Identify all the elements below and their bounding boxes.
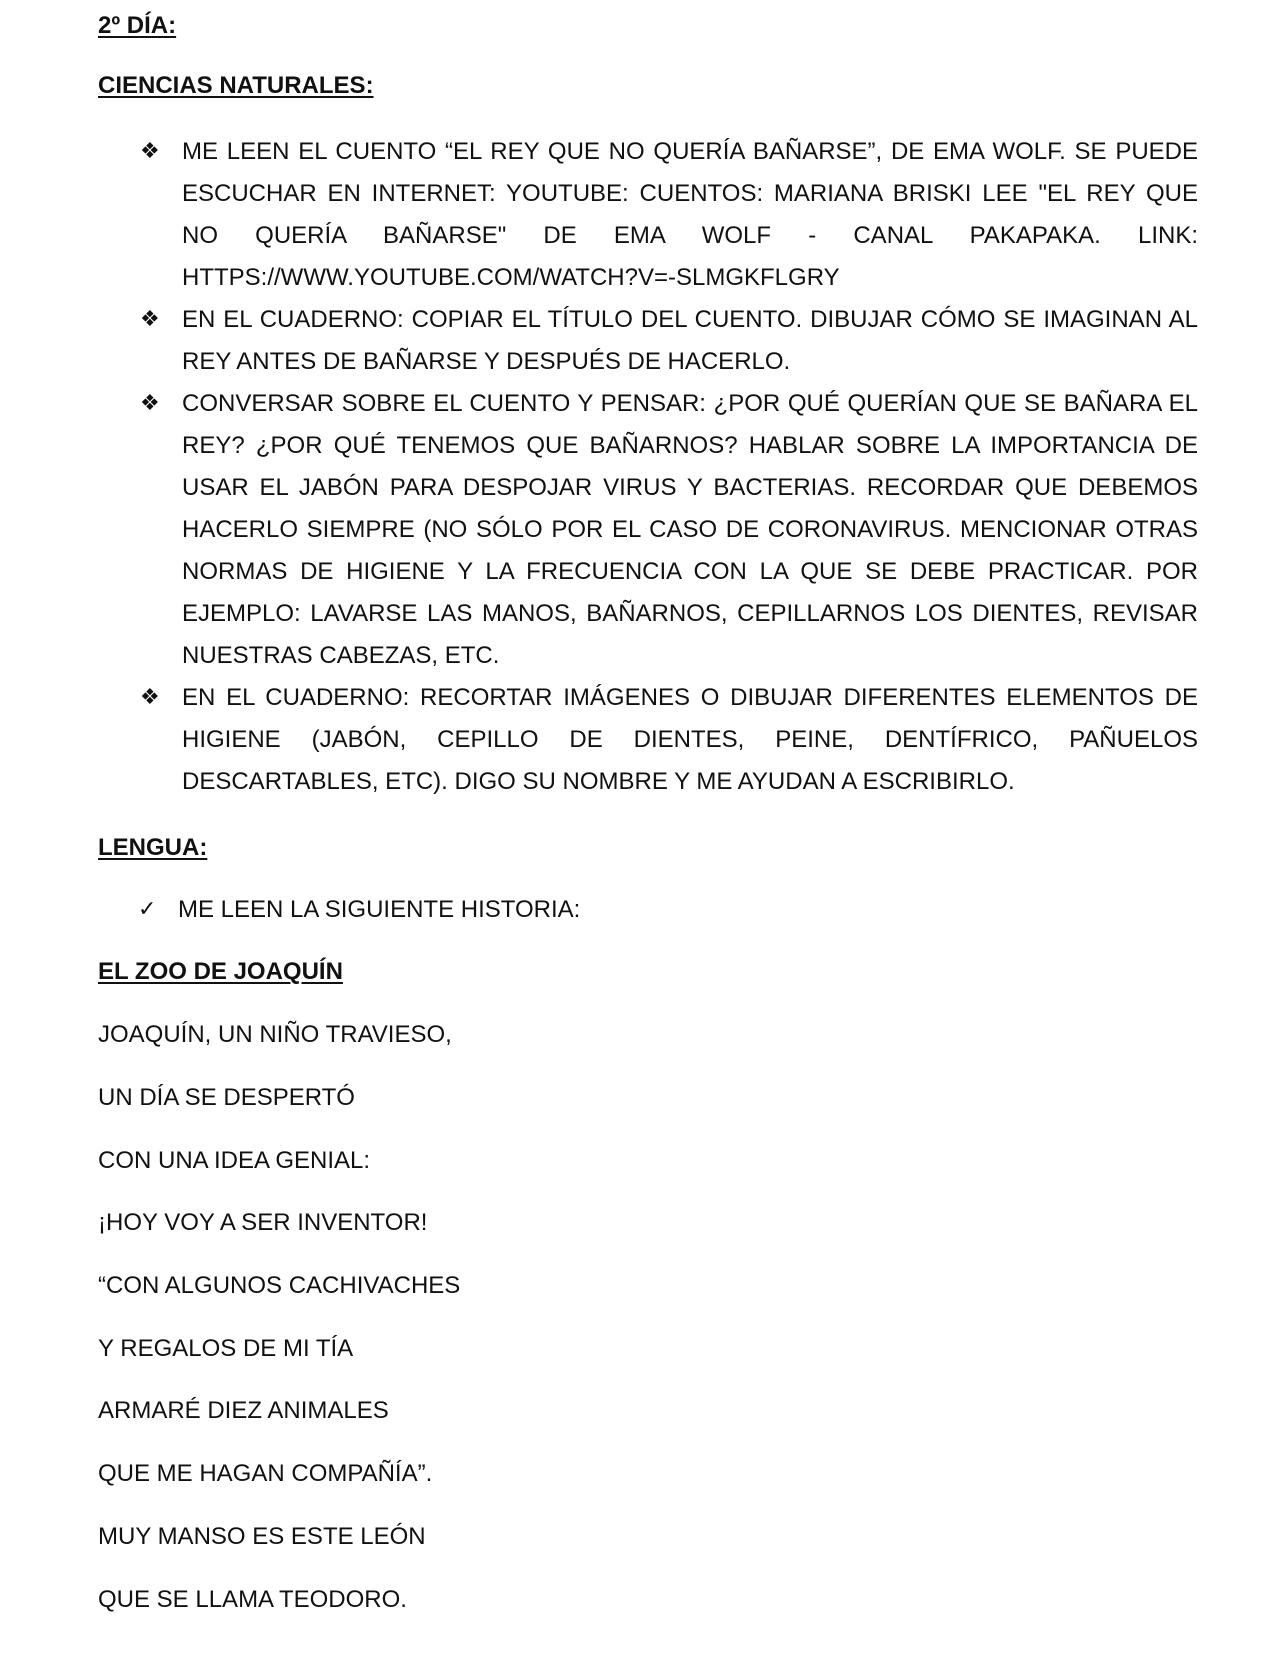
check-item-text: ME LEEN LA SIGUIENTE HISTORIA:: [178, 896, 581, 923]
story-line: UN DÍA SE DESPERTÓ: [98, 1084, 355, 1111]
story-line: ¡HOY VOY A SER INVENTOR!: [98, 1209, 428, 1236]
story-title: EL ZOO DE JOAQUÍN: [98, 958, 343, 985]
story-line: Y REGALOS DE MI TÍA: [98, 1335, 354, 1362]
story-line: ARMARÉ DIEZ ANIMALES: [98, 1397, 389, 1424]
story-line: CON UNA IDEA GENIAL:: [98, 1147, 371, 1174]
lengua-check-item: [138, 894, 1238, 926]
ciencias-naturales-heading: CIENCIAS NATURALES:: [98, 72, 374, 99]
day-heading: 2º DÍA:: [98, 12, 177, 39]
lengua-heading: LENGUA:: [98, 834, 208, 861]
ciencias-activity-list: [140, 131, 1198, 803]
activity-text: CONVERSAR SOBRE EL CUENTO Y PENSAR: ¿POR QUÉ QUERÍAN QUE SE BAÑARA EL REY? ¿POR QUÉ TENEMOS QUE BAÑARNOS? HABLAR SOBRE LA IMPORTANCIA DE USAR EL JABÓN PARA DESPOJAR VIRUS Y BACTERIAS. RECORDAR QUE DEBEMOS HACERLO SIEMPRE (NO SÓLO POR EL CASO DE CORONAVIRUS. MENCIONAR OTRAS NORMAS DE HIGIENE Y LA FRECUENCIA CON LA QUE SE DEBE PRACTICAR. POR EJEMPLO: LAVARSE LAS MANOS, BAÑARNOS, CEPILLARNOS LOS DIENTES, REVISAR NUESTRAS CABEZAS, ETC.: [182, 390, 1198, 669]
activity-text: EN EL CUADERNO: COPIAR EL TÍTULO DEL CUENTO. DIBUJAR CÓMO SE IMAGINAN AL REY ANTES DE BAÑARSE Y DESPUÉS DE HACERLO.: [182, 306, 1198, 375]
activity-item: [140, 131, 1198, 299]
four-diamond-bullet-icon: ❖: [140, 307, 160, 332]
story-line: QUE ME HAGAN COMPAÑÍA”.: [98, 1460, 433, 1487]
activity-text: EN EL CUADERNO: RECORTAR IMÁGENES O DIBUJAR DIFERENTES ELEMENTOS DE HIGIENE (JABÓN, CEPILLO DE DIENTES, PEINE, DENTÍFRICO, PAÑUELOS DESCARTABLES, ETC). DIGO SU NOMBRE Y ME AYUDAN A ESCRIBIRLO.: [182, 684, 1198, 795]
check-mark-icon: ✓: [138, 897, 157, 922]
story-line: QUE SE LLAMA TEODORO.: [98, 1586, 407, 1613]
story-line: “CON ALGUNOS CACHIVACHES: [98, 1272, 461, 1299]
activity-text: ME LEEN EL CUENTO “EL REY QUE NO QUERÍA BAÑARSE”, DE EMA WOLF. SE PUEDE ESCUCHAR EN INTERNET: YOUTUBE: CUENTOS: MARIANA BRISKI LEE "EL REY QUE NO QUERÍA BAÑARSE" DE EMA WOLF - CANAL PAKAPAKA. LINK: HTTPS://WWW.YOUTUBE.COM/WATCH?V=-SLMGKFLGRY: [182, 138, 1198, 291]
activity-item: [140, 299, 1198, 383]
story-line: MUY MANSO ES ESTE LEÓN: [98, 1523, 426, 1550]
four-diamond-bullet-icon: ❖: [140, 685, 160, 710]
activity-item: [140, 677, 1198, 803]
story-line: JOAQUÍN, UN NIÑO TRAVIESO,: [98, 1021, 452, 1048]
four-diamond-bullet-icon: ❖: [140, 391, 160, 416]
activity-item: [140, 383, 1198, 677]
four-diamond-bullet-icon: ❖: [140, 139, 160, 164]
